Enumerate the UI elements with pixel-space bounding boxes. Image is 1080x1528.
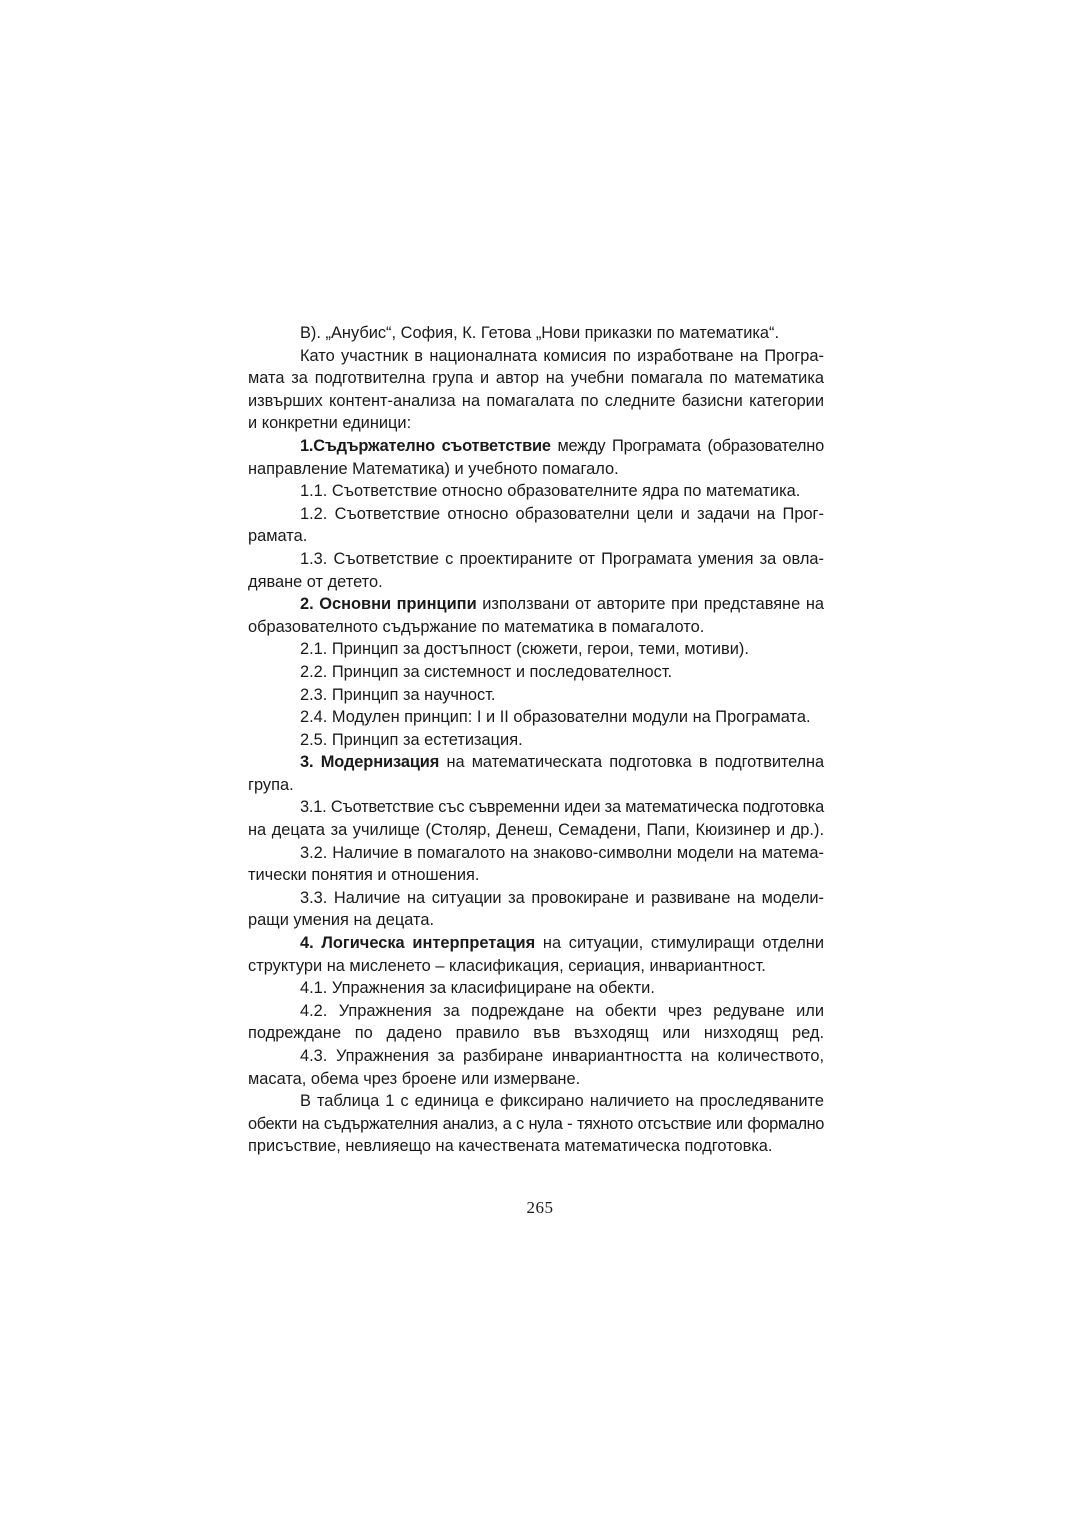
text-line: структури на мисленето – класификация, сериация, инвариантност. (248, 956, 766, 975)
text-line: образователното съдържание по математика в помагалото. (248, 617, 705, 636)
page-number: 265 (526, 1198, 554, 1217)
text-line: 2.4. Модулен принцип: I и II образователни модули на Програмата. (300, 708, 811, 727)
text-line: В). „Анубис“, София, К. Гетова „Нови приказки по математика“. (300, 324, 780, 342)
text-line: подреждане по дадено правило във възходящ или низходящ ред. (248, 1024, 824, 1043)
text-line: група. (248, 775, 294, 794)
text-line: тически понятия и отношения. (248, 866, 480, 885)
text-line: 4.2. Упражнения за подреждане на обекти чрез редуване или (300, 1001, 824, 1020)
text-line: Като участник в националната комисия по изработване на Програ- (300, 346, 824, 365)
text-line: 2.5. Принцип за естетизация. (300, 730, 523, 749)
section-heading: 1.Съдържателно съответствие (300, 436, 551, 455)
text-line: 1.2. Съответствие относно образователни цели и задачи на Прог- (300, 504, 824, 523)
text-line: и конкретни единици: (248, 414, 412, 433)
section-heading: 3. Модернизация (300, 753, 440, 772)
text-line: 4.3. Упражнения за разбиране инвариантността на количеството, (300, 1047, 824, 1065)
text-line: извърших контент-анализа на помагалата по следните базисни категории (248, 391, 824, 410)
text-line: 1.1. Съответствие относно образователните ядра по математика. (300, 482, 801, 501)
text-line: на децата за училище (Столяр, Денеш, Семадени, Папи, Кюизинер и др.). (248, 821, 824, 840)
text-line: 4. Логическа интерпретация на ситуации, стимулиращи отделни (300, 934, 824, 953)
text-line: присъствие, невлияещо на качествената математическа подготовка. (248, 1137, 773, 1156)
text-line: обекти на съдържателния анализ, а с нула - тяхното отсъствие или формално (248, 1114, 824, 1133)
body-text (248, 322, 824, 1158)
text-line: 3.3. Наличие на ситуации за провокиране и развиване на модели- (300, 888, 824, 907)
text-line: дяване от детето. (248, 572, 383, 591)
text-line: 3.2. Наличие в помагалото на знаково-символни модели на матема- (300, 843, 824, 862)
text-line: 3.1. Съответствие със съвременни идеи за математическа подготовка (300, 798, 824, 817)
text-line: В таблица 1 с единица е фиксирано наличието на проследяваните (300, 1092, 824, 1111)
text-line: 1.Съдържателно съответствие между Програмата (образователно (300, 436, 824, 455)
text-line: 3. Модернизация на математическата подготовка в подготвителна (300, 753, 824, 772)
text-line: 2.1. Принцип за достъпност (сюжети, герои, теми, мотиви). (300, 640, 749, 659)
text-line: направление Математика) и учебното помагало. (248, 459, 619, 478)
text-line: мата за подготвителна група и автор на учебни помагала по математика (248, 369, 824, 388)
text-line: ращи умения на децата. (248, 911, 434, 930)
section-heading: 2. Основни принципи (300, 595, 477, 614)
text-line: рамата. (248, 527, 308, 546)
text-line: 4.1. Упражнения за класифициране на обекти. (300, 979, 655, 998)
section-heading: 4. Логическа интерпретация (300, 934, 536, 953)
text-line: 2. Основни принципи използвани от авторите при представяне на (300, 595, 824, 614)
text-line: 2.3. Принцип за научност. (300, 685, 496, 704)
text-line: 2.2. Принцип за системност и последователност. (300, 662, 673, 681)
text-line: 1.3. Съответствие с проектираните от Програмата умения за овла- (300, 549, 824, 568)
text-line: масата, обема чрез броене или измерване. (248, 1069, 581, 1088)
